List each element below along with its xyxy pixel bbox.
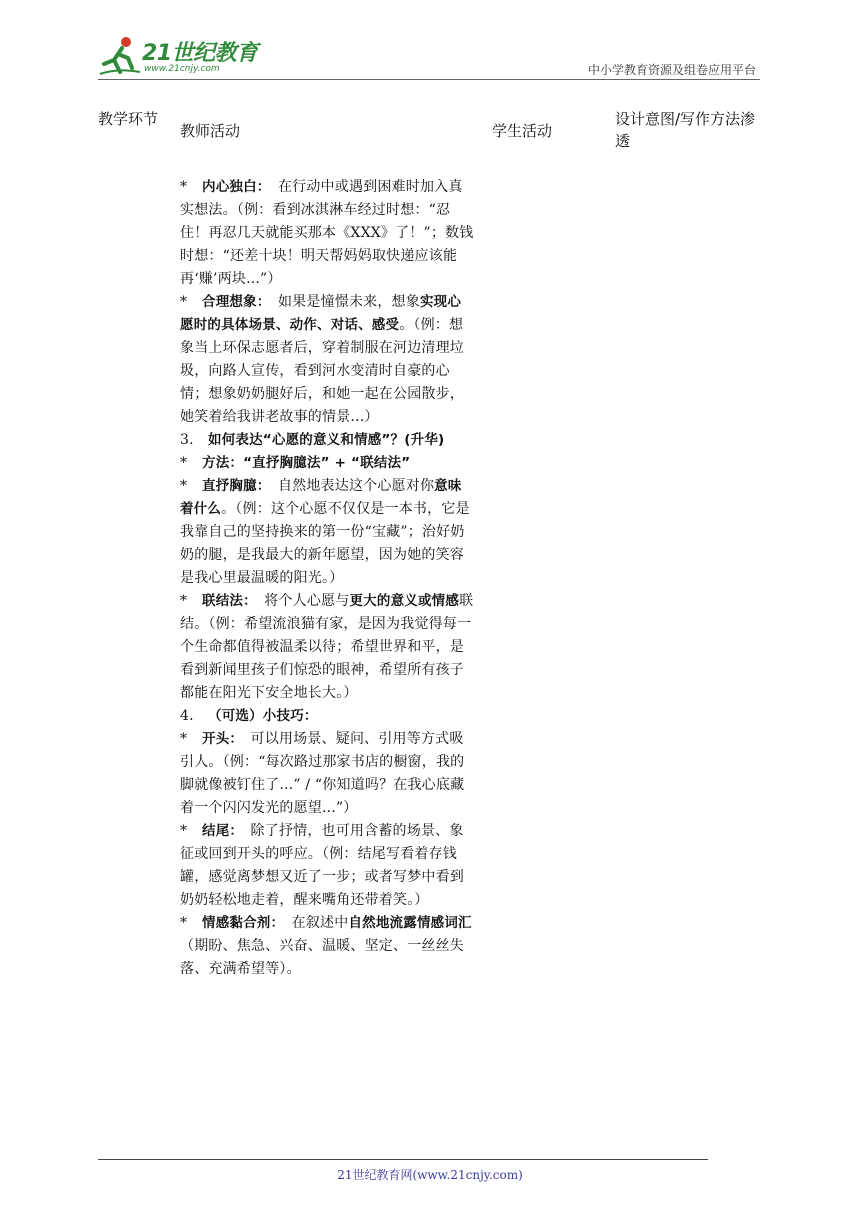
table-header-student-activity: 学生活动 [492,122,553,140]
table-header-teacher-activity: 教师活动 [180,122,241,140]
site-logo[interactable] [98,34,278,78]
logo-url: www.21cnjy.com [144,64,220,74]
header-divider [98,79,760,80]
item-direct-expression: * 直抒胸臆： 自然地表达这个心愿对你意味着什么。（例：这个心愿不仅仅是一本书，它是我靠自己的坚持换来的第一份“宝藏”；治好奶奶的腿，是我最大的新年愿望，因为她的笑容是我心里最温暖的阳光。） [180,478,470,586]
section-3-heading: 3. 如何表达“心愿的意义和情感”？(升华) [180,432,445,448]
logo-text: 21世纪教育 [142,41,258,66]
table-header-teaching-stage: 教学环节 [98,110,159,128]
running-figure-icon [98,34,142,78]
item-reasonable-imagination: * 合理想象： 如果是憧憬未来，想象实现心愿时的具体场景、动作、对话、感受。（例：想象当上环保志愿者后，穿着制服在河边清理垃圾，向路人宣传，看到河水变清时自豪的心情；想象奶奶腿好后，和她一起在公园散步，她笑着给我讲老故事的情景...） [180,294,464,425]
item-opening: * 开头： 可以用场景、疑问、引用等方式吸引人。（例：“每次路过那家书店的橱窗，我的脚就像被钉住了...” / “你知道吗？在我心底藏着一个闪闪发光的愿望...”） [180,731,465,816]
footer-divider [98,1159,708,1160]
item-method: * 方法：“直抒胸臆法” + “联结法” [180,455,411,471]
platform-name: 中小学教育资源及组卷应用平台 [587,63,756,77]
table-header-design-intent: 设计意图/写作方法渗透 [615,110,756,150]
item-connection-method: * 联结法： 将个人心愿与更大的意义或情感联结。（例：希望流浪猫有家，是因为我觉得每一个生命都值得被温柔以待；希望世界和平，是看到新闻里孩子们惊恐的眼神，希望所有孩子都能在阳光下安全地长大。） [180,593,474,701]
item-inner-monologue: * 内心独白： 在行动中或遇到困难时加入真实想法。（例：看到冰淇淋车经过时想：“忍住！再忍几天就能买那本《XXX》了！”；数钱时想：“还差十块！明天帮妈妈取快递应该能再‘赚’两块...”） [180,179,474,287]
teacher-activity-content [180,176,474,981]
item-ending: * 结尾： 除了抒情，也可用含蓄的场景、象征或回到开头的呼应。（例：结尾写看着存钱罐，感觉离梦想又近了一步；或者写梦中看到奶奶轻松地走着，醒来嘴角还带着笑。） [180,823,464,908]
footer-link[interactable]: 21世纪教育网(www.21cnjy.com) [337,1168,523,1182]
item-emotional-glue: * 情感黏合剂： 在叙述中自然地流露情感词汇（期盼、焦急、兴奋、温暖、坚定、一丝丝失落、充满希望等）。 [180,915,472,977]
section-4-heading: 4. （可选）小技巧： [180,708,318,724]
page-header [98,30,760,80]
